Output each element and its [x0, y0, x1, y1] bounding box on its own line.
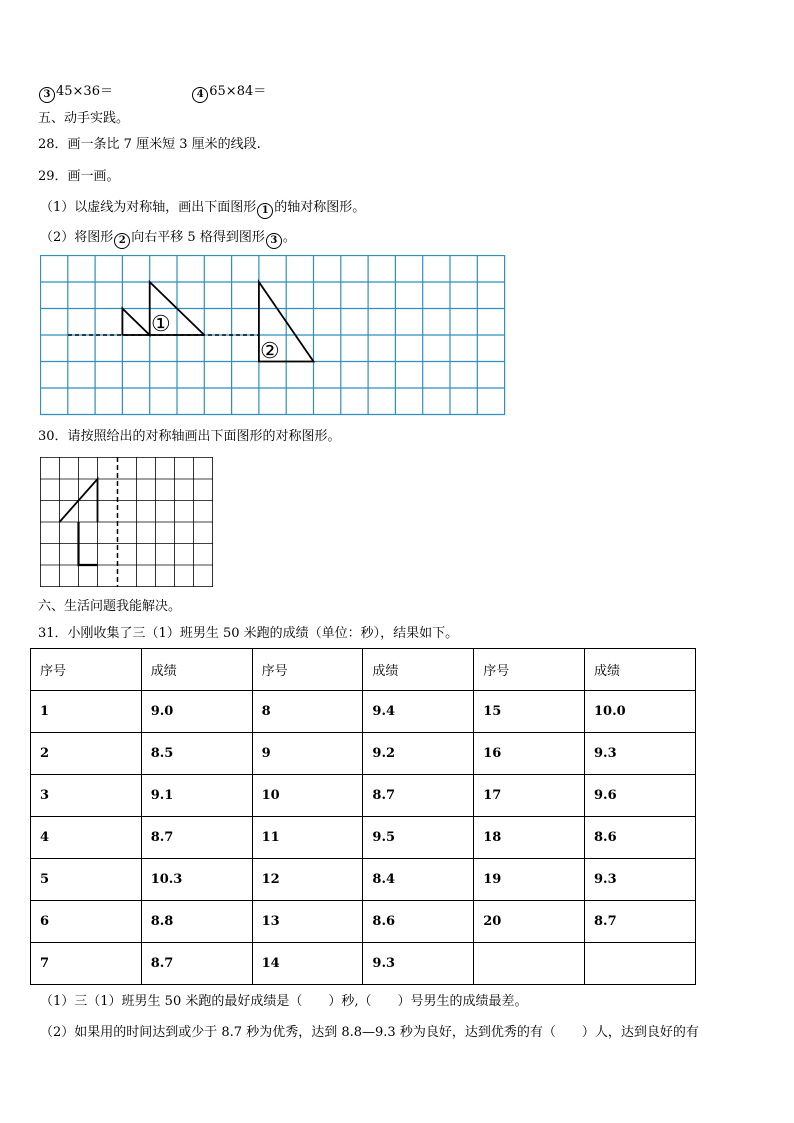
table-cell: 9.3 — [585, 733, 696, 775]
table-header-row — [31, 649, 696, 691]
header-cell: 序号 — [474, 649, 585, 691]
table-cell: 13 — [252, 901, 363, 943]
calc-expr-4: 65×84＝ — [209, 84, 267, 99]
item-number-4: 4 — [192, 87, 208, 103]
table-cell: 19 — [474, 859, 585, 901]
table-cell — [474, 943, 585, 985]
table-cell: 8.7 — [141, 943, 252, 985]
table-cell: 12 — [252, 859, 363, 901]
table-cell: 9.3 — [585, 859, 696, 901]
table-cell: 10.0 — [585, 691, 696, 733]
question-30: 30．请按照给出的对称轴画出下面图形的对称图形。 — [38, 429, 341, 444]
section5-title: 五、动手实践。 — [38, 111, 130, 126]
header-cell: 成绩 — [585, 649, 696, 691]
grid-lines — [40, 255, 505, 415]
header-cell: 成绩 — [141, 649, 252, 691]
header-cell: 成绩 — [363, 649, 474, 691]
question-31: 31．小刚收集了三（1）班男生 50 米跑的成绩（单位：秒），结果如下。 — [38, 626, 459, 641]
table-cell: 9.2 — [363, 733, 474, 775]
question-29: 29．画一画。 — [38, 169, 120, 184]
symmetry-grid-figure-2 — [40, 457, 215, 589]
grid-svg — [40, 255, 506, 417]
q29-1-text-a: （1）以虚线为对称轴，画出下面图形 — [40, 200, 257, 215]
shape-1-label: ① — [151, 312, 171, 337]
header-cell: 序号 — [31, 649, 142, 691]
header-cell: 序号 — [252, 649, 363, 691]
table-row — [31, 691, 696, 733]
table-cell: 20 — [474, 901, 585, 943]
calc-line — [38, 83, 266, 103]
symmetry-grid-figure — [40, 255, 506, 417]
table-row — [31, 817, 696, 859]
table-cell: 4 — [31, 817, 142, 859]
question-29-2 — [40, 229, 296, 249]
table-cell: 8.6 — [585, 817, 696, 859]
shape-mark-1: 1 — [257, 203, 273, 219]
table-cell: 17 — [474, 775, 585, 817]
table-cell: 8.6 — [363, 901, 474, 943]
table-cell: 9.6 — [585, 775, 696, 817]
grid-svg-2 — [40, 457, 215, 589]
q29-2-text-b: 向右平移 5 格得到图形 — [131, 230, 265, 245]
table-cell: 14 — [252, 943, 363, 985]
table-cell: 8.7 — [363, 775, 474, 817]
table-cell: 11 — [252, 817, 363, 859]
table-cell: 8.7 — [141, 817, 252, 859]
q29-2-text-c: 。 — [282, 230, 296, 245]
table-row — [31, 859, 696, 901]
question-29-1 — [40, 199, 365, 219]
table-cell: 10 — [252, 775, 363, 817]
table-cell: 8.4 — [363, 859, 474, 901]
section6-title: 六、生活问题我能解决。 — [38, 599, 182, 614]
shape-mark-3: 3 — [266, 233, 282, 249]
table-cell: 10.3 — [141, 859, 252, 901]
table-cell — [585, 943, 696, 985]
table-cell: 8.7 — [585, 901, 696, 943]
scores-table — [30, 648, 696, 985]
table-cell: 9.5 — [363, 817, 474, 859]
q29-1-text-b: 的轴对称图形。 — [274, 200, 366, 215]
q29-2-text-a: （2）将图形 — [40, 230, 114, 245]
table-cell: 9.4 — [363, 691, 474, 733]
table-row — [31, 775, 696, 817]
question-31-1: （1）三（1）班男生 50 米跑的最好成绩是（ ）秒,（ ）号男生的成绩最差。 — [40, 994, 528, 1009]
table-cell: 9.0 — [141, 691, 252, 733]
table-row — [31, 901, 696, 943]
table-cell: 2 — [31, 733, 142, 775]
table-cell: 3 — [31, 775, 142, 817]
table-cell: 7 — [31, 943, 142, 985]
table-cell: 1 — [31, 691, 142, 733]
shape-2-label: ② — [260, 339, 280, 364]
table-cell: 9.3 — [363, 943, 474, 985]
table-cell: 5 — [31, 859, 142, 901]
item-number-3: 3 — [39, 87, 55, 103]
table-cell: 8.8 — [141, 901, 252, 943]
table-cell: 8 — [252, 691, 363, 733]
table-row — [31, 733, 696, 775]
question-31-2: （2）如果用的时间达到或少于 8.7 秒为优秀，达到 8.8—9.3 秒为良好，达到优秀的有（ ）人，达到良好的有 — [40, 1025, 699, 1040]
table-cell: 15 — [474, 691, 585, 733]
shape-mark-2: 2 — [114, 233, 130, 249]
table-row — [31, 943, 696, 985]
table-cell: 8.5 — [141, 733, 252, 775]
table-cell: 16 — [474, 733, 585, 775]
table-cell: 9.1 — [141, 775, 252, 817]
table-cell: 6 — [31, 901, 142, 943]
table-cell: 18 — [474, 817, 585, 859]
grid-lines-2 — [40, 457, 213, 587]
question-28: 28．画一条比 7 厘米短 3 厘米的线段. — [38, 137, 261, 152]
calc-expr-3: 45×36＝ — [56, 84, 113, 99]
table-cell: 9 — [252, 733, 363, 775]
